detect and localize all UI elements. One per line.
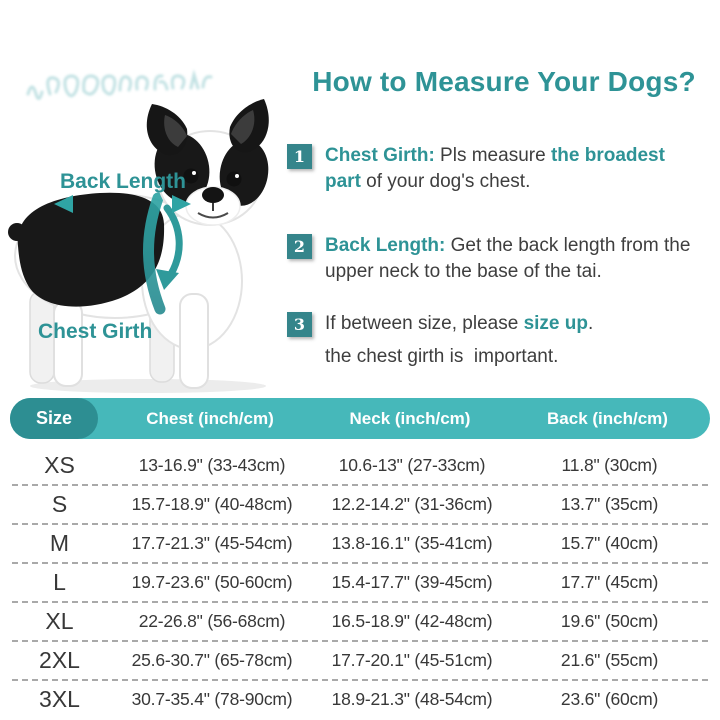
chest-girth-label: Chest Girth: [38, 320, 153, 343]
chest-cell: 19.7-23.6" (50-60cm): [131, 572, 293, 592]
size-cell: L: [53, 569, 66, 595]
instruction-item-1: [287, 143, 711, 195]
dog-photo: [0, 96, 292, 396]
table-row-m: [12, 525, 708, 564]
instruction-text: Back Length: Get the back length from the upper neck to the base of the tai.: [325, 235, 691, 282]
table-row-xl: [12, 603, 708, 642]
column-header-chest: Chest (inch/cm): [146, 408, 274, 428]
instruction-item-2: [287, 233, 711, 285]
instruction-line2: the chest girth is important.: [325, 345, 559, 367]
instruction-number-badge: 3: [287, 312, 312, 337]
back-length-arrow: [50, 193, 195, 215]
table-body: [12, 447, 708, 718]
table-row-l: [12, 564, 708, 603]
back-cell: 13.7" (35cm): [560, 494, 659, 514]
instruction-number-badge: 2: [287, 234, 312, 259]
instruction-highlight: the broadest part: [325, 145, 665, 192]
chest-cell: 30.7-35.4" (78-90cm): [131, 689, 293, 709]
instruction-text: Chest Girth: Pls measure the broadest part of your dog's chest.: [325, 145, 665, 192]
size-cell: S: [51, 491, 68, 517]
instruction-heading: Chest Girth:: [325, 145, 435, 166]
instruction-item-3: [287, 311, 711, 370]
size-cell: XS: [44, 452, 75, 478]
size-header-pill: Size: [10, 398, 98, 439]
instruction-heading: Back Length:: [325, 235, 446, 256]
neck-cell: 15.4-17.7" (39-45cm): [331, 572, 493, 592]
back-cell: 11.8" (30cm): [561, 455, 658, 475]
instruction-text: If between size, please size up. the chest girth is important.: [325, 311, 703, 370]
neck-cell: 16.5-18.9" (42-48cm): [331, 611, 493, 631]
neck-cell: 12.2-14.2" (31-36cm): [331, 494, 493, 514]
table-row-3xl: [12, 681, 708, 718]
page-title: How to Measure Your Dogs?: [312, 66, 696, 97]
size-cell: 3XL: [39, 686, 80, 712]
chest-cell: 25.6-30.7" (65-78cm): [131, 650, 293, 670]
column-header-back: Back (inch/cm): [547, 408, 668, 428]
neck-cell: 18.9-21.3" (48-54cm): [331, 689, 493, 709]
back-cell: 19.6" (50cm): [560, 611, 659, 631]
table-header: [10, 398, 710, 439]
chest-cell: 15.7-18.9" (40-48cm): [131, 494, 293, 514]
size-cell: M: [49, 530, 70, 556]
table-row-xs: [12, 447, 708, 486]
back-cell: 21.6" (55cm): [560, 650, 659, 670]
table-row-s: [12, 486, 708, 525]
size-cell: 2XL: [39, 647, 80, 673]
back-cell: 23.6" (60cm): [560, 689, 659, 709]
column-header-neck: Neck (inch/cm): [349, 408, 471, 428]
back-length-label: Back Length: [59, 170, 187, 193]
size-table: [0, 398, 720, 718]
neck-cell: 13.8-16.1" (35-41cm): [331, 533, 493, 553]
instruction-number-badge: 1: [287, 144, 312, 169]
neck-cell: 10.6-13" (27-33cm): [338, 455, 486, 475]
dog-illustration: [0, 96, 292, 396]
back-cell: 15.7" (40cm): [560, 533, 659, 553]
size-cell: XL: [45, 608, 74, 634]
table-row-2xl: [12, 642, 708, 681]
chest-cell: 13-16.9" (33-43cm): [138, 455, 286, 475]
back-cell: 17.7" (45cm): [560, 572, 659, 592]
instruction-highlight: size up: [523, 313, 588, 334]
neck-cell: 17.7-20.1" (45-51cm): [331, 650, 493, 670]
chest-cell: 22-26.8" (56-68cm): [138, 611, 286, 631]
chest-cell: 17.7-21.3" (45-54cm): [131, 533, 293, 553]
